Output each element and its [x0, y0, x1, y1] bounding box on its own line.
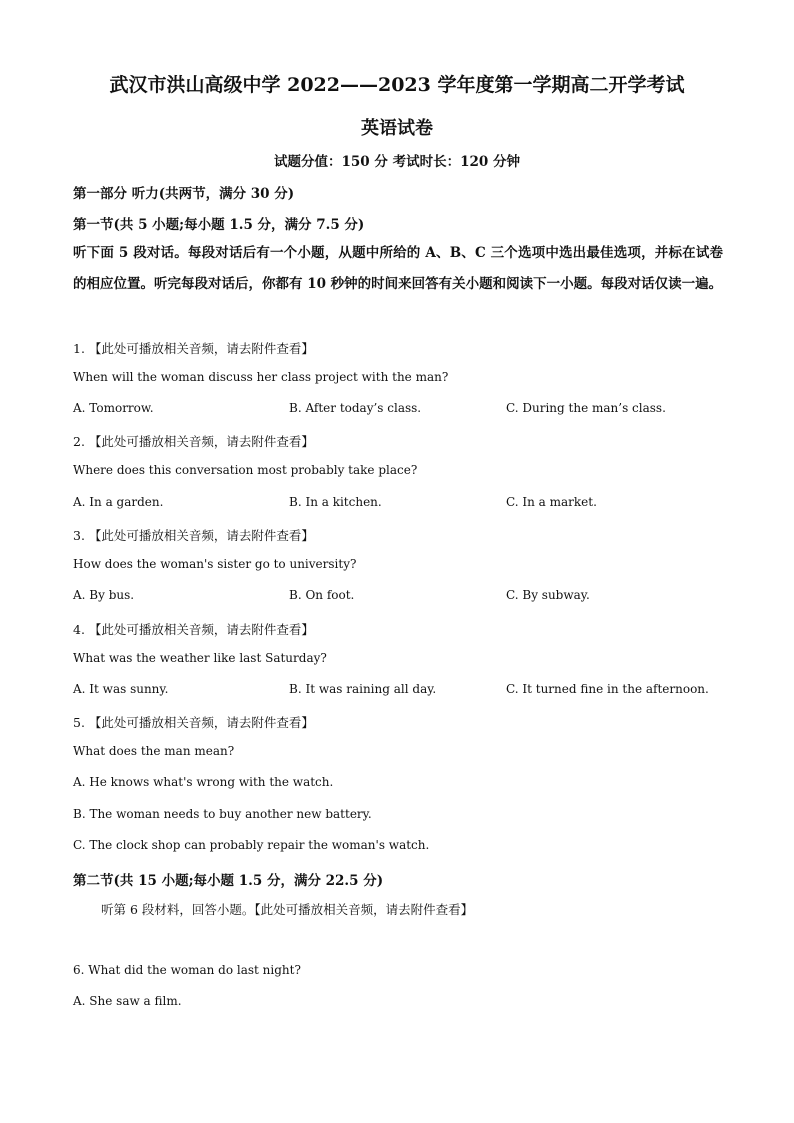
- q5-option-b: B. The woman needs to buy another new battery.: [73, 807, 372, 821]
- q3-audio-placeholder[interactable]: 3. 【此处可播放相关音频，请去附件查看】: [73, 528, 314, 543]
- q6-text: 6. What did the woman do last night?: [73, 963, 301, 977]
- q3-option-b: B. On foot.: [289, 588, 355, 602]
- exam-subtitle: 英语试卷: [361, 118, 433, 139]
- q1-audio-placeholder[interactable]: 1. 【此处可播放相关音频，请去附件查看】: [73, 341, 314, 356]
- section1-heading: 第一节(共 5 小题;每小题 1.5 分，满分 7.5 分): [73, 217, 365, 233]
- section1-instructions: 听下面 5 段对话。每段对话后有一个小题，从题中所给的 A、B、C 三个选项中选出最佳选项，并标在试卷的相应位置。听完每段对话后，你都有 10 秒钟的时间来回答有关小题和阅读下一小题。每段对话仅读一遍。: [73, 245, 723, 292]
- q2-audio-placeholder[interactable]: 2. 【此处可播放相关音频，请去附件查看】: [73, 434, 314, 449]
- q4-option-b: B. It was raining all day.: [289, 682, 437, 696]
- q2-option-b: B. In a kitchen.: [289, 495, 382, 509]
- q3-option-c: C. By subway.: [506, 588, 590, 602]
- q2-text: Where does this conversation most probably take place?: [73, 463, 418, 477]
- q2-option-c: C. In a market.: [506, 495, 597, 509]
- q3-text: How does the woman's sister go to university?: [73, 557, 357, 571]
- q5-option-c: C. The clock shop can probably repair the woman's watch.: [73, 838, 430, 852]
- q4-option-c: C. It turned fine in the afternoon.: [506, 682, 709, 696]
- q5-text: What does the man mean?: [73, 744, 235, 758]
- q1-option-c: C. During the man’s class.: [506, 401, 666, 415]
- q4-text: What was the weather like last Saturday?: [73, 651, 327, 665]
- exam-meta: 试题分值：150 分 考试时长：120 分钟: [274, 154, 520, 170]
- q1-option-a: A. Tomorrow.: [73, 401, 154, 415]
- q6-option-a: A. She saw a film.: [73, 994, 182, 1008]
- q3-option-a: A. By bus.: [73, 588, 135, 602]
- q4-audio-placeholder[interactable]: 4. 【此处可播放相关音频，请去附件查看】: [73, 622, 314, 637]
- q5-option-a: A. He knows what's wrong with the watch.: [73, 775, 334, 789]
- part1-heading: 第一部分 听力(共两节，满分 30 分): [73, 186, 295, 202]
- q1-option-b: B. After today’s class.: [289, 401, 422, 415]
- exam-title: 武汉市洪山高级中学 2022——2023 学年度第一学期高二开学考试: [109, 74, 685, 96]
- q6-audio-note[interactable]: 听第 6 段材料，回答小题。【此处可播放相关音频，请去附件查看】: [101, 902, 474, 917]
- q2-option-a: A. In a garden.: [73, 495, 164, 509]
- q1-text: When will the woman discuss her class project with the man?: [73, 370, 449, 384]
- q5-audio-placeholder[interactable]: 5. 【此处可播放相关音频，请去附件查看】: [73, 715, 314, 730]
- q4-option-a: A. It was sunny.: [73, 682, 169, 696]
- section2-heading: 第二节(共 15 小题;每小题 1.5 分，满分 22.5 分): [73, 873, 384, 889]
